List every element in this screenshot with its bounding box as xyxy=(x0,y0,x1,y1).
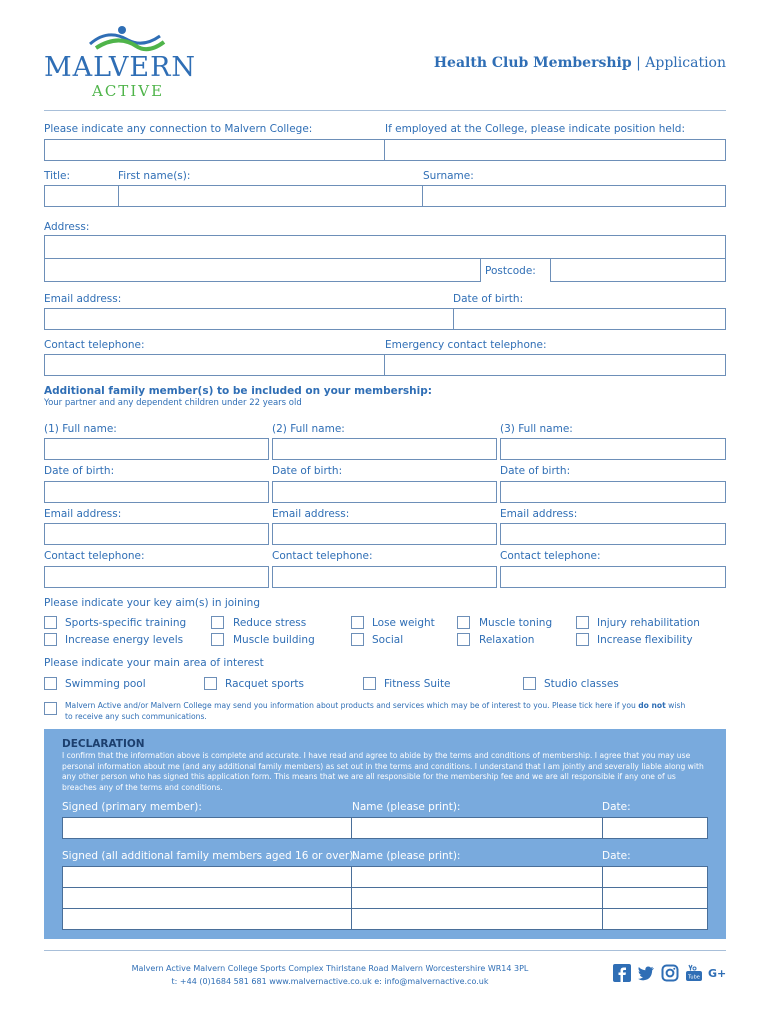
aim-label-injury-rehab: Injury rehabilitation xyxy=(597,617,700,629)
member-1-dob-field[interactable] xyxy=(44,481,269,503)
aim-checkbox-muscle-toning[interactable] xyxy=(457,616,470,629)
interest-label-studio: Studio classes xyxy=(544,678,619,690)
postcode-field[interactable] xyxy=(550,258,726,282)
member-1-email-field[interactable] xyxy=(44,523,269,545)
member-1-name-field[interactable] xyxy=(44,438,269,460)
member-2-name-label: (2) Full name: xyxy=(272,423,345,435)
postcode-label: Postcode: xyxy=(485,265,536,277)
interest-checkbox-fitness[interactable] xyxy=(363,677,376,690)
interest-label-fitness: Fitness Suite xyxy=(384,678,451,690)
title-field[interactable] xyxy=(44,185,119,207)
aim-checkbox-stress[interactable] xyxy=(211,616,224,629)
aim-checkbox-lose-weight[interactable] xyxy=(351,616,364,629)
aim-label-flexibility: Increase flexibility xyxy=(597,634,693,646)
address-line-1[interactable] xyxy=(44,235,726,259)
emergency-tel-field[interactable] xyxy=(384,354,726,376)
google-plus-icon[interactable] xyxy=(708,964,728,982)
additional-name-field-1[interactable] xyxy=(351,866,604,888)
logo-subtitle: ACTIVE xyxy=(92,82,165,100)
member-2-email-label: Email address: xyxy=(272,508,350,520)
aims-heading: Please indicate your key aim(s) in joining xyxy=(44,597,260,609)
title-rest: Application xyxy=(645,55,726,71)
svg-text:Tube: Tube xyxy=(688,974,700,981)
interest-checkbox-studio[interactable] xyxy=(523,677,536,690)
primary-date-field[interactable] xyxy=(602,817,708,839)
member-2-tel-field[interactable] xyxy=(272,566,497,588)
connection-field[interactable] xyxy=(44,139,385,161)
title-bold: Health Club Membership xyxy=(433,55,632,71)
aim-checkbox-sports-training[interactable] xyxy=(44,616,57,629)
additional-date-field-3[interactable] xyxy=(602,908,708,930)
aim-checkbox-muscle-building[interactable] xyxy=(211,633,224,646)
member-3-name-field[interactable] xyxy=(500,438,726,460)
member-1-name-label: (1) Full name: xyxy=(44,423,117,435)
declaration-title: DECLARATION xyxy=(62,738,145,750)
twitter-icon[interactable] xyxy=(637,964,655,982)
member-2-dob-label: Date of birth: xyxy=(272,465,343,477)
member-1-email-label: Email address: xyxy=(44,508,122,520)
aim-label-social: Social xyxy=(372,634,404,646)
aim-checkbox-energy[interactable] xyxy=(44,633,57,646)
primary-signature-field[interactable] xyxy=(62,817,353,839)
footer-address: Malvern Active Malvern College Sports Complex Thirlstane Road Malvern Worcestershire WR14 3PL xyxy=(131,964,529,973)
interest-heading: Please indicate your main area of interest xyxy=(44,657,264,669)
member-1-tel-field[interactable] xyxy=(44,566,269,588)
additional-date-field-1[interactable] xyxy=(602,866,708,888)
position-label: If employed at the College, please indicate position held: xyxy=(385,123,685,135)
signed-additional-label: Signed (all additional family members aged 16 or over): xyxy=(62,850,357,862)
signed-primary-label: Signed (primary member): xyxy=(62,801,202,813)
facebook-icon[interactable] xyxy=(613,964,631,982)
aim-label-muscle-toning: Muscle toning xyxy=(479,617,553,629)
connection-label: Please indicate any connection to Malvern College: xyxy=(44,123,313,135)
consent-text-line2: to receive any such communications. xyxy=(65,711,207,721)
name-print-label: Name (please print): xyxy=(352,801,461,813)
additional-signature-field-3[interactable] xyxy=(62,908,353,930)
interest-label-racquet: Racquet sports xyxy=(225,678,304,690)
family-subheading: Your partner and any dependent children under 22 years old xyxy=(44,398,302,408)
aim-label-relaxation: Relaxation xyxy=(479,634,535,646)
header-divider xyxy=(44,110,726,111)
emergency-tel-label: Emergency contact telephone: xyxy=(385,339,547,351)
page-title xyxy=(434,55,726,71)
surname-field[interactable] xyxy=(422,185,726,207)
additional-signature-field-1[interactable] xyxy=(62,866,353,888)
member-2-tel-label: Contact telephone: xyxy=(272,550,373,562)
address-label: Address: xyxy=(44,221,90,233)
member-3-tel-field[interactable] xyxy=(500,566,726,588)
email-label: Email address: xyxy=(44,293,122,305)
position-field[interactable] xyxy=(384,139,726,161)
first-names-field[interactable] xyxy=(118,185,423,207)
date-label: Date: xyxy=(602,801,631,813)
surname-label: Surname: xyxy=(423,170,474,182)
family-heading: Additional family member(s) to be included on your membership: xyxy=(44,385,432,397)
member-3-email-field[interactable] xyxy=(500,523,726,545)
additional-name-field-2[interactable] xyxy=(351,887,604,909)
aim-label-muscle-building: Muscle building xyxy=(233,634,315,646)
interest-label-swimming: Swimming pool xyxy=(65,678,146,690)
aim-label-lose-weight: Lose weight xyxy=(372,617,435,629)
dob-label: Date of birth: xyxy=(453,293,524,305)
interest-checkbox-swimming[interactable] xyxy=(44,677,57,690)
contact-tel-field[interactable] xyxy=(44,354,385,376)
additional-name-field-3[interactable] xyxy=(351,908,604,930)
title-label: Title: xyxy=(44,170,71,182)
declaration-text: I confirm that the information above is complete and accurate. I have read and agree to abide by the terms and conditions of membership. I agree that you may use personal information about me (and any additional family members) as set out in the terms and conditions. I understand that I am jointly and severally liable along with any other person who has signed this application form. This means that we are all responsible for the membership fee and we are all responsible if any one of us breaches any of the terms and conditions. xyxy=(62,751,704,792)
contact-tel-label: Contact telephone: xyxy=(44,339,145,351)
name-print-label-2: Name (please print): xyxy=(352,850,461,862)
member-3-email-label: Email address: xyxy=(500,508,578,520)
first-names-label: First name(s): xyxy=(118,170,191,182)
aim-label-stress: Reduce stress xyxy=(233,617,307,629)
consent-text-b: wish xyxy=(665,701,686,710)
dob-field[interactable] xyxy=(453,308,726,330)
svg-text:G+: G+ xyxy=(708,967,727,980)
aim-checkbox-social[interactable] xyxy=(351,633,364,646)
additional-date-field-2[interactable] xyxy=(602,887,708,909)
member-1-dob-label: Date of birth: xyxy=(44,465,115,477)
instagram-icon[interactable] xyxy=(661,964,679,982)
address-line-2[interactable] xyxy=(44,258,481,282)
primary-name-field[interactable] xyxy=(351,817,604,839)
aim-checkbox-injury-rehab[interactable] xyxy=(576,616,589,629)
footer-divider xyxy=(44,950,726,951)
interest-checkbox-racquet[interactable] xyxy=(204,677,217,690)
additional-signature-field-2[interactable] xyxy=(62,887,353,909)
member-1-tel-label: Contact telephone: xyxy=(44,550,145,562)
consent-text-a: Malvern Active and/or Malvern College may send you information about products and services which may be of interest to you. Please tick here if you xyxy=(65,701,639,710)
member-3-dob-field[interactable] xyxy=(500,481,726,503)
member-3-name-label: (3) Full name: xyxy=(500,423,573,435)
consent-text xyxy=(65,701,727,722)
aim-label-energy: Increase energy levels xyxy=(65,634,184,646)
member-2-name-field[interactable] xyxy=(272,438,497,460)
consent-checkbox[interactable] xyxy=(44,702,57,715)
youtube-icon[interactable] xyxy=(685,964,703,982)
member-2-email-field[interactable] xyxy=(272,523,497,545)
email-field[interactable] xyxy=(44,308,454,330)
logo-wordmark: MALVERN xyxy=(44,52,197,83)
aim-label-sports-training: Sports-specific training xyxy=(65,617,187,629)
title-separator: | xyxy=(636,55,641,71)
member-2-dob-field[interactable] xyxy=(272,481,497,503)
member-3-dob-label: Date of birth: xyxy=(500,465,571,477)
aim-checkbox-flexibility[interactable] xyxy=(576,633,589,646)
member-3-tel-label: Contact telephone: xyxy=(500,550,601,562)
date-label-2: Date: xyxy=(602,850,631,862)
consent-text-bold: do not xyxy=(638,701,666,710)
aim-checkbox-relaxation[interactable] xyxy=(457,633,470,646)
footer-contact: t: +44 (0)1684 581 681 www.malvernactive.co.uk e: info@malvernactive.co.uk xyxy=(171,977,489,986)
